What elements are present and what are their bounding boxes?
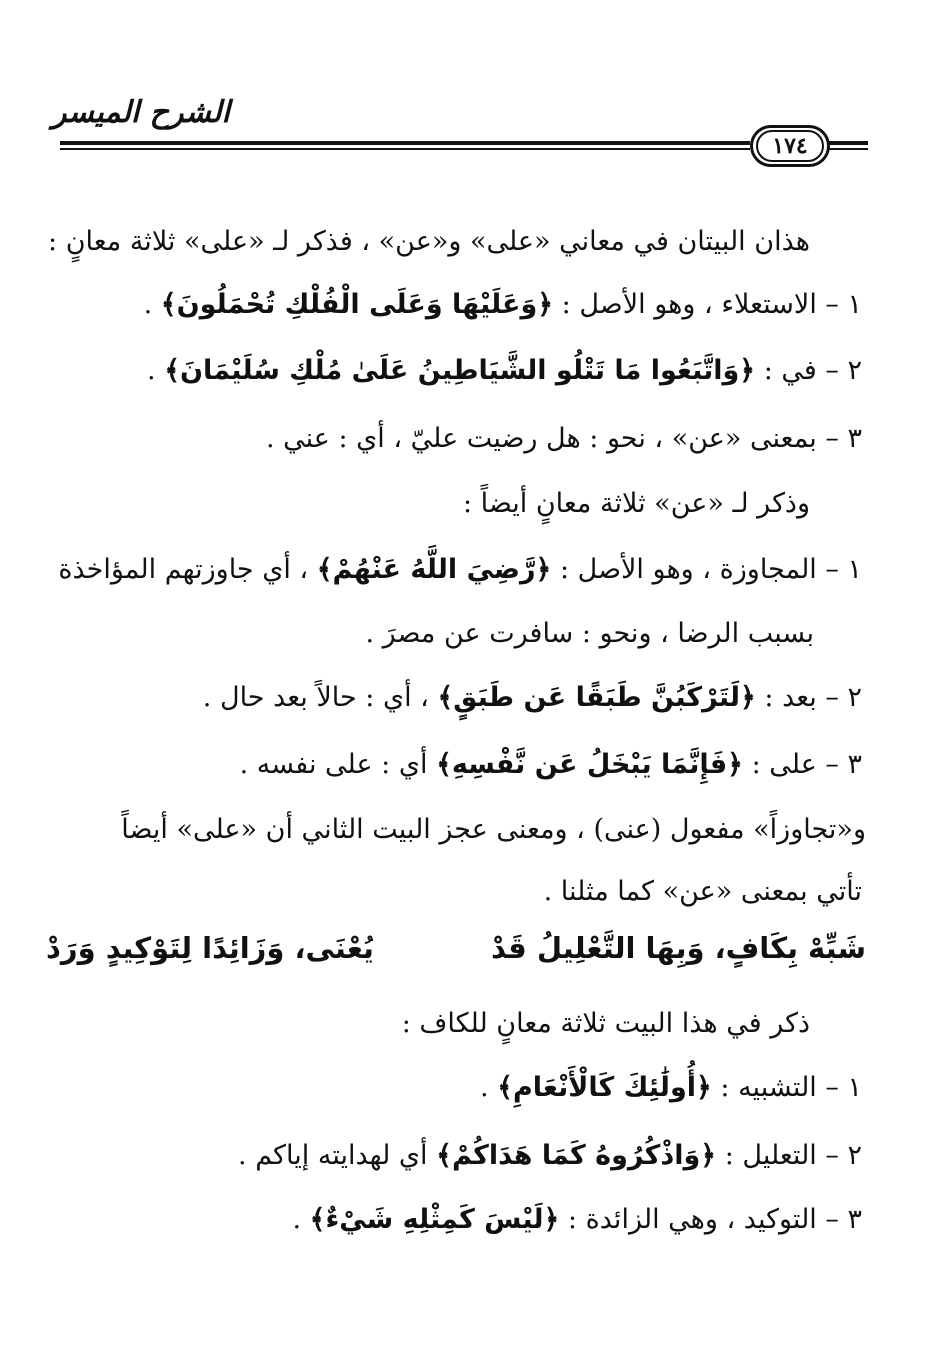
line-an-intro: وذكر لـ «عن» ثلاثة معانٍ أيضاً : [462, 488, 810, 519]
quran-verse: ﴿لَتَرْكَبُنَّ طَبَقًا عَن طَبَقٍ﴾ [437, 682, 756, 713]
line-tajawuzan: و«تجاوزاً» مفعول (عنى) ، ومعنى عجز البيت الثاني أن «على» أيضاً [121, 814, 866, 845]
line-mujawaza [58, 550, 862, 590]
line-text: . [292, 1204, 310, 1235]
line-tashbih [480, 1068, 862, 1108]
line-isti'la [144, 285, 862, 325]
line-ta'lil [238, 1136, 862, 1176]
header-title: الشرح الميسر [52, 95, 230, 130]
line-text: ١ – المجاوزة ، وهو الأصل : [551, 554, 862, 585]
quran-verse: ﴿أُولَٰئِكَ كَالْأَنْعَامِ﴾ [497, 1072, 712, 1103]
quran-verse: ﴿وَاذْكُرُوهُ كَمَا هَدَاكُمْ﴾ [436, 1140, 717, 1171]
line-tawkid [293, 1200, 863, 1240]
line-text: أي : على نفسه . [239, 749, 437, 780]
header-rule-right-thin [828, 148, 868, 150]
line-text: ، أي جاوزتهم المؤاخذة [58, 554, 317, 585]
quran-verse: ﴿وَاتَّبَعُوا مَا تَتْلُو الشَّيَاطِينُ عَلَىٰ مُلْكِ سُلَيْمَانَ﴾ [164, 355, 756, 386]
header-rule-right [828, 141, 868, 145]
verse-second-hemistich: يُعْنَى، وَزَائِدًا لِتَوْكِيدٍ وَرَدْ [46, 931, 374, 965]
line-text: ٣ – على : [743, 749, 862, 780]
line-text: . [143, 289, 161, 320]
quran-verse: ﴿رَّضِيَ اللَّهُ عَنْهُمْ﴾ [316, 554, 552, 585]
line-ba'd [203, 678, 862, 718]
line-text: أي لهدايته إياكم . [238, 1140, 437, 1171]
line-text: ٢ – التعليل : [716, 1140, 862, 1171]
line-text: ٢ – في : [755, 355, 862, 386]
header-rule [60, 141, 750, 145]
poem-verse [46, 926, 866, 970]
line-text: ١ – الاستعلاء ، وهو الأصل : [553, 289, 862, 320]
line-text: ، أي : حالاً بعد حال . [202, 682, 438, 713]
page-number-badge [750, 125, 830, 167]
quran-verse: ﴿وَعَلَيْهَا وَعَلَى الْفُلْكِ تُحْمَلُونَ﴾ [160, 289, 554, 320]
line-intro: هذان البيتان في معاني «على» و«عن» ، فذكر لـ «على» ثلاثة معانٍ : [48, 226, 810, 257]
line-bima'na-an: ٣ – بمعنى «عن» ، نحو : هل رضيت عليّ ، أي : عني . [265, 423, 862, 454]
quran-verse: ﴿لَيْسَ كَمِثْلِهِ شَيْءٌ﴾ [309, 1204, 560, 1235]
line-text: . [480, 1072, 498, 1103]
line-ta'ti: تأتي بمعنى «عن» كما مثلنا . [543, 876, 862, 907]
header-rule-thin [60, 148, 750, 150]
verse-first-hemistich: شَبِّهْ بِكَافٍ، وَبِهَا التَّعْلِيلُ قَدْ [491, 931, 866, 965]
line-text: ٣ – التوكيد ، وهي الزائدة : [559, 1204, 862, 1235]
quran-verse: ﴿فَإِنَّمَا يَبْخَلُ عَن نَّفْسِهِ﴾ [436, 749, 743, 780]
page-header [52, 95, 868, 185]
line-kaf-intro: ذكر في هذا البيت ثلاثة معانٍ للكاف : [401, 1008, 810, 1039]
line-text: ٢ – بعد : [755, 682, 862, 713]
line-text: . [147, 355, 165, 386]
line-rida: بسبب الرضا ، ونحو : سافرت عن مصرَ . [365, 618, 814, 649]
page-number: ١٧٤ [756, 130, 824, 162]
line-ala [240, 745, 862, 785]
line-text: ١ – التشبيه : [711, 1072, 862, 1103]
line-fi [147, 351, 862, 391]
